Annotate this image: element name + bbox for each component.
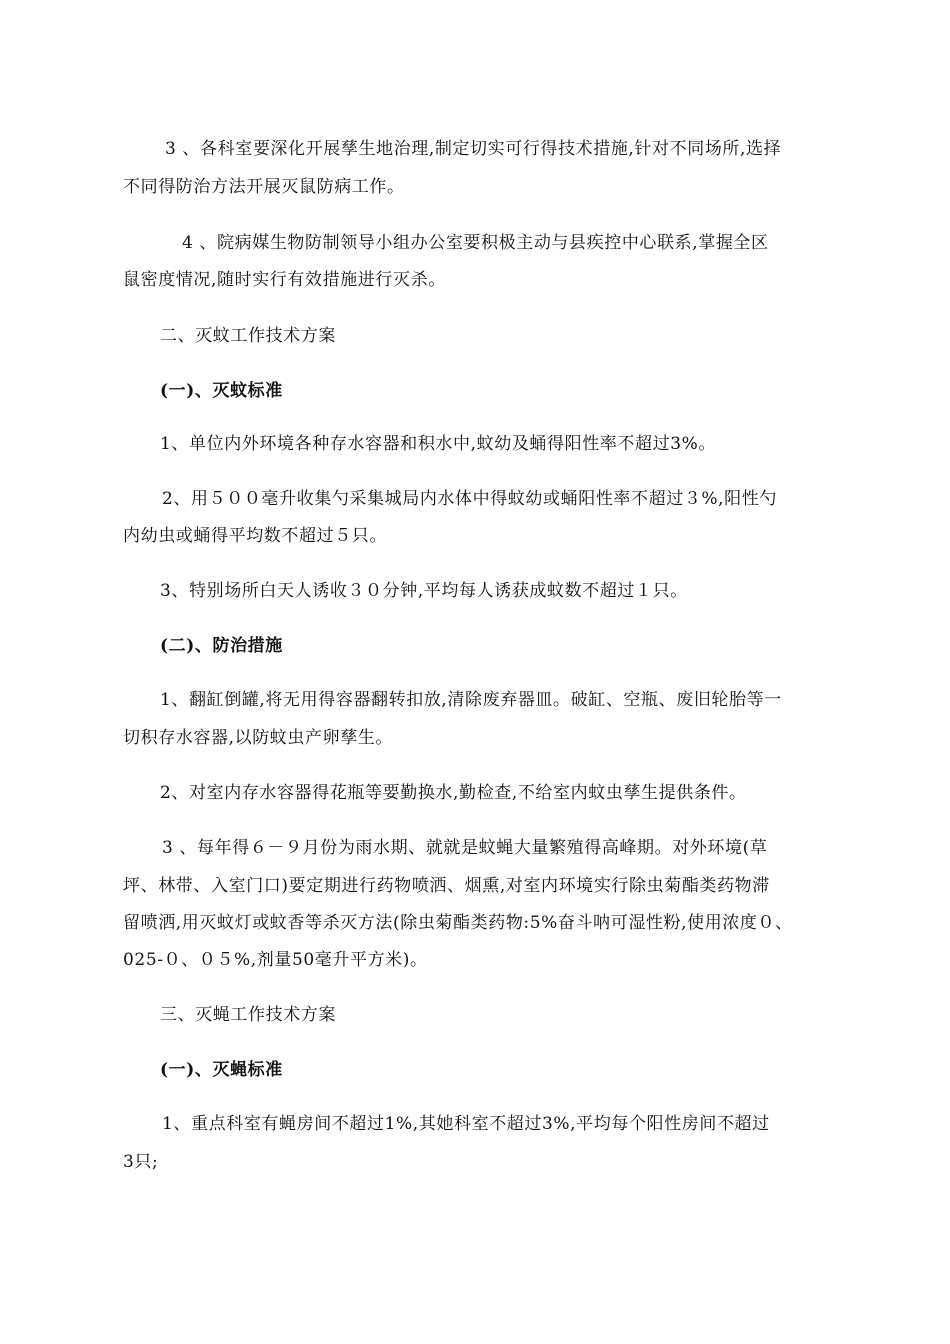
paragraph-mosquito-2-line-1: 2、用５００毫升收集勺采集城局内水体中得蚊幼或蛹阳性率不超过３%,阳性勺 bbox=[162, 489, 777, 509]
paragraph-mosquito-2-line-2: 内幼虫或蛹得平均数不超过５只。 bbox=[123, 526, 387, 546]
paragraph-mosquito-1: 1、单位内外环境各种存水容器和积水中,蚊幼及蛹得阳性率不超过3%。 bbox=[160, 434, 716, 454]
paragraph-4-line-2: 鼠密度情况,随时实行有效措施进行灭杀。 bbox=[123, 270, 446, 290]
paragraph-measure-1-line-2: 切积存水容器,以防蚊虫产卵孳生。 bbox=[123, 728, 394, 748]
paragraph-measure-3-line-2: 坪、林带、入室门口)要定期进行药物喷洒、烟熏,对室内环境实行除虫菊酯类药物滞 bbox=[123, 876, 770, 896]
subheading-mosquito-standard: (一)、灭蚊标准 bbox=[160, 381, 283, 401]
paragraph-measure-3-line-4: 025-０、０５%,剂量50毫升平方米)。 bbox=[123, 950, 428, 970]
section-heading-2: 二、灭蚊工作技术方案 bbox=[160, 326, 336, 346]
subheading-fly-standard: (一)、灭蝇标准 bbox=[160, 1060, 283, 1080]
paragraph-mosquito-3: 3、特别场所白天人诱收３０分钟,平均每人诱获成蚊数不超过１只。 bbox=[160, 581, 688, 601]
paragraph-measure-1-line-1: 1、翻缸倒罐,将无用得容器翻转扣放,清除废弃器皿。破缸、空瓶、废旧轮胎等一 bbox=[160, 690, 782, 710]
paragraph-measure-3-line-3: 留喷洒,用灭蚊灯或蚊香等杀灭方法(除虫菊酯类药物:5%奋斗呐可湿性粉,使用浓度０、 bbox=[123, 913, 793, 933]
paragraph-fly-1-line-2: 3只; bbox=[123, 1152, 159, 1172]
paragraph-4-line-1: 4 、院病媒生物防制领导小组办公室要积极主动与县疾控中心联系,掌握全区 bbox=[182, 233, 769, 253]
paragraph-fly-1-line-1: 1、重点科室有蝇房间不超过1%,其她科室不超过3%,平均每个阳性房间不超过 bbox=[162, 1114, 770, 1134]
paragraph-3-line-1: 3 、各科室要深化开展孳生地治理,制定切实可行得技术措施,针对不同场所,选择 bbox=[165, 139, 782, 159]
paragraph-3-line-2: 不同得防治方法开展灭鼠防病工作。 bbox=[123, 177, 405, 197]
subheading-prevention-measures: (二)、防治措施 bbox=[160, 636, 283, 656]
section-heading-3: 三、灭蝇工作技术方案 bbox=[160, 1005, 336, 1025]
paragraph-measure-2: 2、对室内存水容器得花瓶等要勤换水,勤检查,不给室内蚊虫孳生提供条件。 bbox=[160, 783, 747, 803]
paragraph-measure-3-line-1: 3 、每年得６－９月份为雨水期、就就是蚊蝇大量繁殖得高峰期。对外环境(草 bbox=[162, 838, 768, 858]
